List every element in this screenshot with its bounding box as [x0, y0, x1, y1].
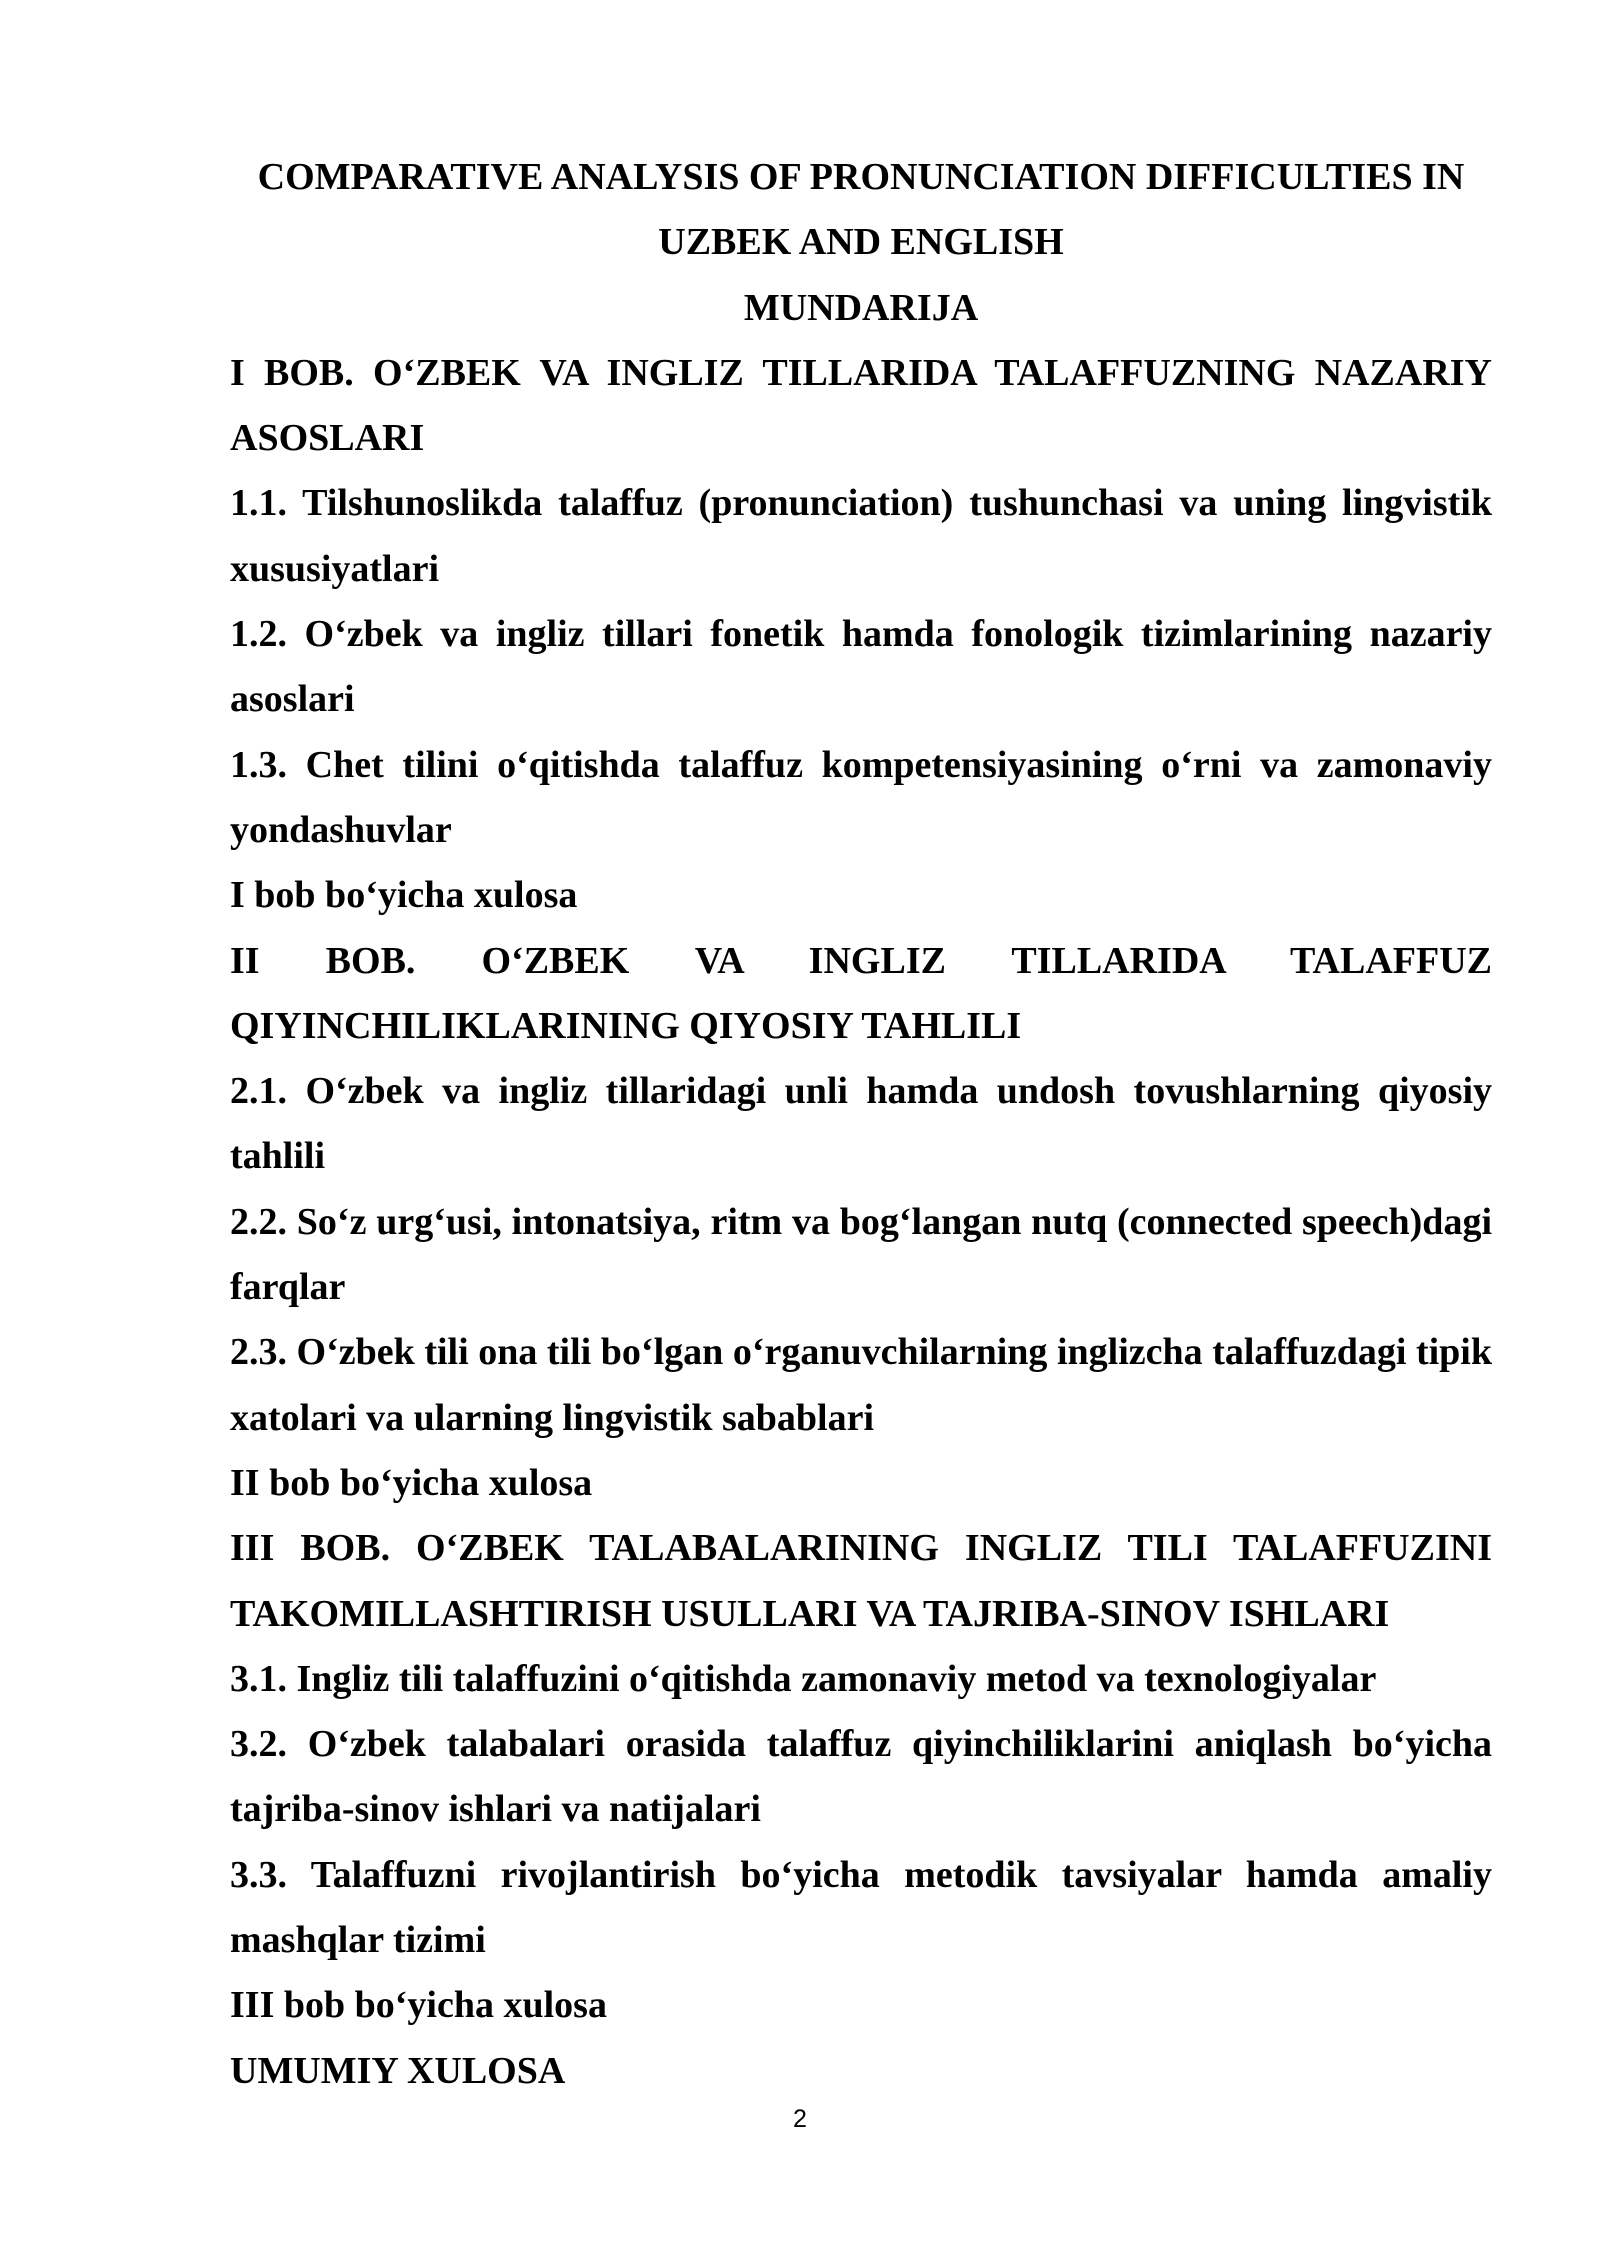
toc-entry-chapter-3-conclusion: III bob bo‘yicha xulosa	[230, 1984, 607, 2027]
toc-entry-section-1-1: 1.1. Tilshunoslikda talaffuz (pronunciation) tushunchasi va uning lingvistik xususiyatlari	[230, 482, 1492, 590]
toc-entry-chapter-3: III BOB. O‘ZBEK TALABALARINING INGLIZ TILI TALAFFUZINI TAKOMILLASHTIRISH USULLARI VA TAJRIBA-SINOV ISHLARI	[230, 1527, 1492, 1635]
toc-entry-chapter-2: II BOB. O‘ZBEK VA INGLIZ TILLARIDA TALAFFUZ QIYINCHILIKLARINING QIYOSIY TAHLILI	[230, 939, 1492, 1047]
toc-entry-chapter-2-conclusion: II bob bo‘yicha xulosa	[230, 1461, 593, 1504]
toc-entry-section-3-3: 3.3. Talaffuzni rivojlantirish bo‘yicha metodik tavsiyalar hamda amaliy mashqlar tizimi	[230, 1853, 1492, 1962]
toc-entry-chapter-1: I BOB. O‘ZBEK VA INGLIZ TILLARIDA TALAFFUZNING NAZARIY ASOSLARI	[230, 351, 1492, 460]
toc-entry-section-3-1: 3.1. Ingliz tili talaffuzini o‘qitishda zamonaviy metod va texnologiyalar	[230, 1657, 1377, 1700]
toc-entry-section-2-1: 2.1. O‘zbek va ingliz tillaridagi unli hamda undosh tovushlarning qiyosiy tahlili	[230, 1070, 1492, 1178]
toc-entry-section-2-3: 2.3. O‘zbek tili ona tili bo‘lgan o‘rganuvchilarning inglizcha talaffuzdagi tipik xatolari va ularning lingvistik sabablari	[230, 1331, 1492, 1439]
document-title-line-2: UZBEK AND ENGLISH	[658, 221, 1064, 264]
toc-entry-general-conclusion: UMUMIY XULOSA	[230, 2049, 566, 2092]
toc-heading: MUNDARIJA	[743, 286, 979, 329]
toc-entry-chapter-1-conclusion: I bob bo‘yicha xulosa	[230, 874, 578, 917]
document-title-line-1: COMPARATIVE ANALYSIS OF PRONUNCIATION DIFFICULTIES IN	[257, 156, 1465, 198]
toc-entry-section-2-2: 2.2. So‘z urg‘usi, intonatsiya, ritm va bog‘langan nutq (connected speech)dagi farqlar	[230, 1200, 1492, 1309]
toc-entry-section-3-2: 3.2. O‘zbek talabalari orasida talaffuz qiyinchiliklarini aniqlash bo‘yicha tajriba-sinov ishlari va natijalari	[230, 1723, 1492, 1831]
page-number: 2	[793, 2105, 807, 2133]
toc-entry-section-1-2: 1.2. O‘zbek va ingliz tillari fonetik hamda fonologik tizimlarining nazariy asoslari	[230, 613, 1492, 721]
toc-entry-section-1-3: 1.3. Chet tilini o‘qitishda talaffuz kompetensiyasining o‘rni va zamonaviy yondashuvlar	[230, 743, 1492, 851]
document-body	[230, 145, 1492, 2104]
